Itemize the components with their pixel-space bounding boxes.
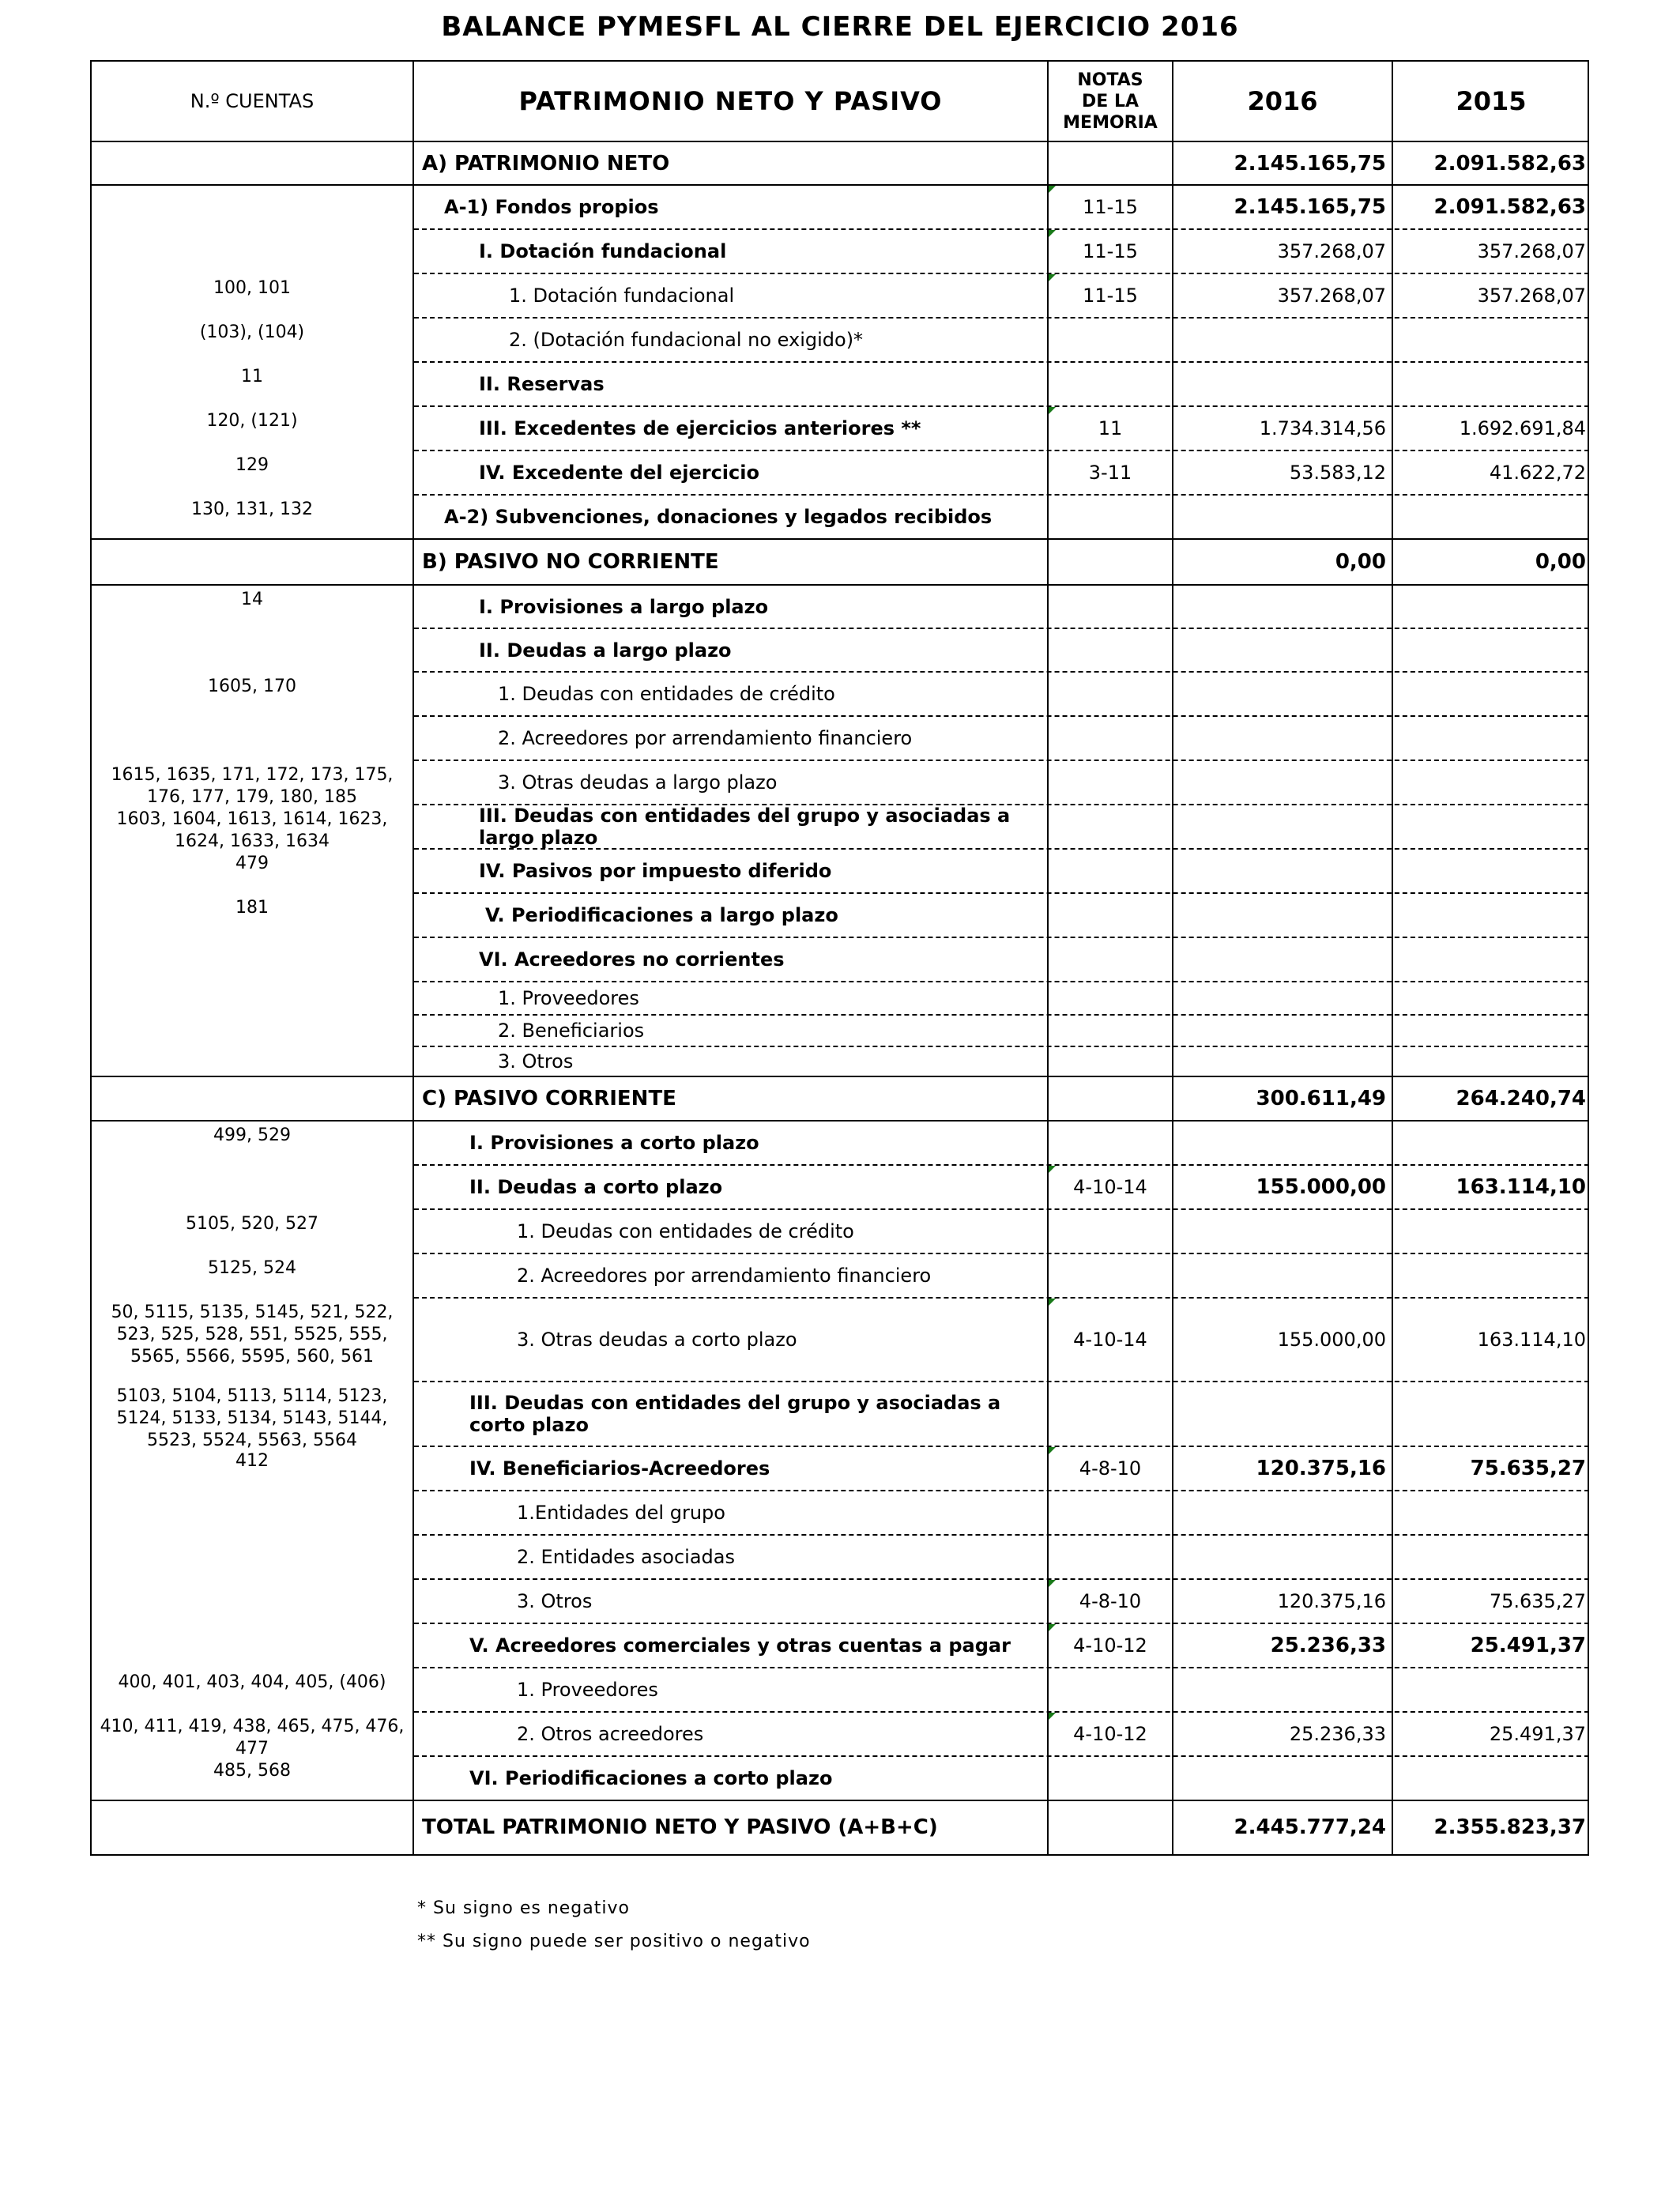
row-description: III. Deudas con entidades del grupo y asociadas a largo plazo	[479, 805, 1011, 849]
table-row	[90, 1122, 1589, 1164]
value-2015	[1394, 363, 1586, 405]
account-numbers: (103), (104)	[199, 322, 305, 342]
value-2016: 120.375,16	[1256, 1457, 1386, 1480]
row-description: 3. Otros	[498, 1050, 574, 1072]
table-row	[90, 1447, 1589, 1490]
row-description: 1. Proveedores	[517, 1679, 658, 1701]
value-2016	[1174, 1491, 1386, 1534]
value-2016	[1174, 1016, 1386, 1046]
memoria-note	[1048, 363, 1173, 405]
row-description: 2. (Dotación fundacional no exigido)*	[509, 329, 864, 351]
memoria-note: 4-10-14	[1073, 1329, 1147, 1351]
account-numbers: 129	[235, 455, 269, 475]
value-2016: 155.000,00	[1277, 1329, 1386, 1351]
header-2016: 2016	[1247, 86, 1318, 116]
memoria-note: 4-8-10	[1079, 1457, 1142, 1480]
row-description: I. Dotación fundacional	[479, 240, 727, 262]
row-description: 1. Deudas con entidades de crédito	[498, 683, 835, 705]
comment-indicator-icon	[1049, 230, 1056, 237]
value-2015: 25.491,37	[1489, 1723, 1586, 1745]
value-2015: 2.355.823,37	[1433, 1815, 1586, 1839]
account-numbers	[90, 540, 414, 584]
memoria-note	[1048, 761, 1173, 804]
table-row	[90, 1668, 1589, 1711]
value-2015: 163.114,10	[1477, 1329, 1586, 1351]
value-2016: 1.734.314,56	[1259, 417, 1386, 439]
value-2015: 357.268,07	[1477, 240, 1586, 262]
comment-indicator-icon	[1049, 1166, 1056, 1173]
value-2015: 2.091.582,63	[1433, 151, 1586, 175]
value-2015: 41.622,72	[1489, 462, 1586, 484]
value-2016: 2.445.777,24	[1234, 1815, 1386, 1839]
row-description: 3. Otros	[517, 1590, 593, 1612]
row-description: III. Excedentes de ejercicios anteriores **	[479, 417, 921, 439]
value-2015	[1394, 805, 1586, 848]
value-2015	[1394, 319, 1586, 361]
row-description: 3. Otras deudas a corto plazo	[517, 1329, 797, 1351]
row-description: A) PATRIMONIO NETO	[422, 151, 670, 175]
row-description: I. Provisiones a largo plazo	[479, 595, 769, 618]
row-description: 1. Dotación fundacional	[509, 285, 735, 307]
footnote: * Su signo es negativo	[417, 1898, 630, 1918]
table-row	[90, 1491, 1589, 1534]
value-2015	[1394, 496, 1586, 538]
account-numbers	[90, 1491, 414, 1534]
value-2015	[1394, 1757, 1586, 1800]
row-description: II. Reservas	[479, 373, 605, 395]
memoria-note: 4-10-12	[1073, 1634, 1147, 1657]
row-description: 1. Proveedores	[498, 987, 639, 1009]
value-2015	[1394, 1382, 1586, 1446]
memoria-note	[1048, 142, 1173, 184]
table-row	[90, 1757, 1589, 1800]
table-row	[90, 982, 1589, 1014]
table-row	[90, 1801, 1589, 1853]
memoria-note	[1048, 586, 1173, 628]
table-row	[90, 761, 1589, 807]
memoria-note	[1048, 1536, 1173, 1578]
table-row	[90, 938, 1589, 981]
value-2015	[1394, 717, 1586, 760]
memoria-note: 11-15	[1083, 285, 1138, 307]
row-description: I. Provisiones a corto plazo	[469, 1132, 759, 1154]
value-2015: 75.635,27	[1489, 1590, 1586, 1612]
header-notas-line: MEMORIA	[1063, 112, 1158, 133]
value-2016	[1174, 363, 1386, 405]
account-numbers: 5103, 5104, 5113, 5114, 5123, 5124, 5133, 5134, 5143, 5144, 5523, 5524, 5563, 5564	[116, 1386, 388, 1450]
account-numbers	[90, 1166, 414, 1208]
row-description: 1. Deudas con entidades de crédito	[517, 1220, 854, 1242]
table-row	[90, 230, 1589, 273]
table-row	[90, 1299, 1589, 1381]
memoria-note	[1048, 629, 1173, 671]
value-2015: 357.268,07	[1477, 285, 1586, 307]
table-row	[90, 319, 1589, 361]
table-row	[90, 363, 1589, 405]
value-2016	[1174, 673, 1386, 715]
table-row	[90, 186, 1589, 228]
value-2016: 357.268,07	[1277, 240, 1386, 262]
value-2015	[1394, 1668, 1586, 1711]
memoria-note	[1048, 673, 1173, 715]
value-2015: 0,00	[1535, 550, 1586, 574]
memoria-note	[1048, 1801, 1173, 1853]
memoria-note	[1048, 1757, 1173, 1800]
value-2015	[1394, 761, 1586, 804]
value-2016	[1174, 1757, 1386, 1800]
row-description: 2. Acreedores por arrendamiento financiero	[517, 1265, 932, 1287]
value-2015	[1394, 1254, 1586, 1297]
comment-indicator-icon	[1049, 1447, 1056, 1454]
row-description: VI. Acreedores no corrientes	[479, 948, 785, 971]
account-numbers: 1603, 1604, 1613, 1614, 1623, 1624, 1633, 1634	[116, 809, 388, 851]
account-numbers	[90, 1016, 414, 1046]
table-row	[90, 1713, 1589, 1759]
account-numbers	[90, 142, 414, 184]
comment-indicator-icon	[1049, 1299, 1056, 1306]
memoria-note	[1048, 319, 1173, 361]
memoria-note	[1048, 496, 1173, 538]
value-2016	[1174, 717, 1386, 760]
value-2016: 25.236,33	[1270, 1634, 1386, 1657]
row-description: A-2) Subvenciones, donaciones y legados recibidos	[444, 506, 993, 528]
value-2016	[1174, 1382, 1386, 1446]
account-numbers: 100, 101	[213, 278, 291, 298]
value-2016	[1174, 1210, 1386, 1253]
header-2015: 2015	[1456, 86, 1527, 116]
memoria-note: 4-10-12	[1073, 1723, 1147, 1745]
value-2016: 2.145.165,75	[1234, 151, 1386, 175]
memoria-note	[1048, 1047, 1173, 1076]
value-2016: 300.611,49	[1256, 1087, 1386, 1110]
row-description: TOTAL PATRIMONIO NETO Y PASIVO (A+B+C)	[422, 1815, 938, 1839]
value-2015: 25.491,37	[1470, 1634, 1586, 1657]
value-2015	[1394, 982, 1586, 1014]
row-description: V. Periodificaciones a largo plazo	[485, 904, 838, 926]
value-2016	[1174, 894, 1386, 937]
value-2016: 2.145.165,75	[1234, 195, 1386, 219]
table-row	[90, 805, 1589, 851]
value-2016	[1174, 1254, 1386, 1297]
row-description: IV. Excedente del ejercicio	[479, 462, 759, 484]
table-row	[90, 1210, 1589, 1253]
memoria-note	[1048, 1491, 1173, 1534]
table-row	[90, 673, 1589, 715]
account-numbers: 130, 131, 132	[191, 499, 313, 519]
memoria-note: 4-10-14	[1073, 1176, 1147, 1198]
memoria-note	[1048, 938, 1173, 981]
comment-indicator-icon	[1049, 407, 1056, 414]
value-2015	[1394, 673, 1586, 715]
table-row	[90, 629, 1589, 671]
memoria-note	[1048, 1254, 1173, 1297]
comment-indicator-icon	[1049, 274, 1056, 281]
memoria-note: 11	[1098, 417, 1123, 439]
value-2015	[1394, 1536, 1586, 1578]
value-2015	[1394, 629, 1586, 671]
value-2016	[1174, 586, 1386, 628]
table-row	[90, 894, 1589, 937]
table-row	[90, 586, 1589, 628]
memoria-note	[1048, 982, 1173, 1014]
table-row	[90, 1166, 1589, 1208]
value-2016	[1174, 1668, 1386, 1711]
account-numbers: 485, 568	[213, 1761, 291, 1781]
header-notas-line: DE LA	[1082, 91, 1139, 111]
value-2016: 120.375,16	[1277, 1590, 1386, 1612]
memoria-note: 11-15	[1083, 196, 1138, 218]
account-numbers	[90, 629, 414, 671]
table-row	[90, 496, 1589, 538]
value-2015	[1394, 894, 1586, 937]
row-description: B) PASIVO NO CORRIENTE	[422, 550, 719, 574]
memoria-note	[1048, 1668, 1173, 1711]
value-2015	[1394, 586, 1586, 628]
account-numbers: 5105, 520, 527	[186, 1214, 318, 1234]
memoria-note	[1048, 1210, 1173, 1253]
value-2016	[1174, 629, 1386, 671]
table-row	[90, 407, 1589, 450]
value-2016	[1174, 805, 1386, 848]
value-2016: 0,00	[1335, 550, 1386, 574]
account-numbers: 479	[235, 854, 269, 873]
value-2015	[1394, 850, 1586, 892]
row-description: 2. Acreedores por arrendamiento financiero	[498, 727, 913, 749]
value-2016: 25.236,33	[1289, 1723, 1386, 1745]
account-numbers	[90, 938, 414, 981]
account-numbers: 5125, 524	[208, 1258, 296, 1278]
account-numbers	[90, 1047, 414, 1076]
account-numbers: 14	[241, 590, 263, 609]
value-2015	[1394, 1016, 1586, 1046]
table-row	[90, 1047, 1589, 1076]
row-description: 2. Otros acreedores	[517, 1723, 704, 1745]
account-numbers: 1605, 170	[208, 677, 296, 696]
account-numbers: 410, 411, 419, 438, 465, 475, 476, 477	[100, 1717, 405, 1759]
memoria-note	[1048, 1122, 1173, 1164]
memoria-note: 4-8-10	[1079, 1590, 1142, 1612]
table-row	[90, 1382, 1589, 1450]
table-row	[90, 1254, 1589, 1297]
row-description: IV. Pasivos por impuesto diferido	[479, 860, 832, 882]
header-notas-line: NOTAS	[1077, 70, 1143, 90]
header-notas	[1049, 62, 1172, 141]
value-2016	[1174, 938, 1386, 981]
row-description: III. Deudas con entidades del grupo y asociadas a corto plazo	[469, 1392, 1001, 1436]
value-2016	[1174, 1536, 1386, 1578]
row-description: IV. Beneficiarios-Acreedores	[469, 1457, 770, 1480]
comment-indicator-icon	[1049, 1713, 1056, 1720]
page-title: BALANCE PYMESFL AL CIERRE DEL EJERCICIO 2016	[441, 11, 1239, 43]
account-numbers	[90, 1580, 414, 1623]
row-description: 2. Entidades asociadas	[517, 1546, 735, 1568]
row-description: 1.Entidades del grupo	[517, 1502, 725, 1524]
comment-indicator-icon	[1049, 186, 1056, 193]
account-numbers	[90, 1077, 414, 1120]
value-2016	[1174, 1122, 1386, 1164]
table-row	[90, 274, 1589, 317]
value-2016: 155.000,00	[1256, 1175, 1386, 1199]
account-numbers: 400, 401, 403, 404, 405, (406)	[118, 1672, 386, 1692]
account-numbers: 11	[241, 367, 263, 386]
value-2015	[1394, 938, 1586, 981]
table-row	[90, 850, 1589, 892]
memoria-note: 3-11	[1088, 462, 1132, 484]
table-row	[90, 1536, 1589, 1578]
value-2016	[1174, 982, 1386, 1014]
header-cuentas: N.º CUENTAS	[190, 90, 315, 112]
row-description: V. Acreedores comerciales y otras cuentas a pagar	[469, 1634, 1011, 1657]
value-2016	[1174, 1047, 1386, 1076]
row-description: 3. Otras deudas a largo plazo	[498, 771, 778, 794]
table-row	[90, 1077, 1589, 1120]
table-row	[90, 1016, 1589, 1046]
account-numbers	[90, 982, 414, 1014]
memoria-note	[1048, 717, 1173, 760]
header-concepto: PATRIMONIO NETO Y PASIVO	[518, 86, 943, 116]
memoria-note	[1048, 894, 1173, 937]
memoria-note	[1048, 1077, 1173, 1120]
value-2015	[1394, 1122, 1586, 1164]
memoria-note	[1048, 1382, 1173, 1446]
value-2015	[1394, 1210, 1586, 1253]
row-description: II. Deudas a corto plazo	[469, 1176, 723, 1198]
value-2016: 357.268,07	[1277, 285, 1386, 307]
table-row	[90, 1624, 1589, 1667]
footnote: ** Su signo puede ser positivo o negativo	[417, 1932, 811, 1951]
memoria-note	[1048, 850, 1173, 892]
value-2015: 264.240,74	[1456, 1087, 1586, 1110]
table-row	[90, 1580, 1589, 1623]
memoria-note	[1048, 805, 1173, 848]
memoria-note: 11-15	[1083, 240, 1138, 262]
comment-indicator-icon	[1049, 1580, 1056, 1587]
account-numbers: 50, 5115, 5135, 5145, 521, 522, 523, 525, 528, 551, 5525, 555, 5565, 5566, 5595, 560, 561	[111, 1302, 394, 1367]
value-2015: 163.114,10	[1456, 1175, 1586, 1199]
comment-indicator-icon	[1049, 1624, 1056, 1631]
table-row	[90, 717, 1589, 760]
value-2015: 1.692.691,84	[1459, 417, 1586, 439]
table-row	[90, 451, 1589, 494]
value-2016	[1174, 496, 1386, 538]
row-description: 2. Beneficiarios	[498, 1020, 645, 1042]
memoria-note	[1048, 540, 1173, 584]
account-numbers	[90, 1536, 414, 1578]
account-numbers	[90, 1624, 414, 1667]
memoria-note	[1048, 1016, 1173, 1046]
row-description: II. Deudas a largo plazo	[479, 639, 732, 662]
account-numbers: 412	[235, 1451, 269, 1471]
account-numbers	[90, 717, 414, 760]
value-2015: 75.635,27	[1470, 1457, 1586, 1480]
value-2015	[1394, 1047, 1586, 1076]
table-row	[90, 540, 1589, 584]
value-2015: 2.091.582,63	[1433, 195, 1586, 219]
row-description: A-1) Fondos propios	[444, 196, 659, 218]
value-2015	[1394, 1491, 1586, 1534]
value-2016: 53.583,12	[1289, 462, 1386, 484]
value-2016	[1174, 319, 1386, 361]
account-numbers: 499, 529	[213, 1125, 291, 1145]
row-description: VI. Periodificaciones a corto plazo	[469, 1767, 833, 1789]
row-description: C) PASIVO CORRIENTE	[422, 1087, 676, 1110]
table-row	[90, 142, 1589, 184]
value-2016	[1174, 850, 1386, 892]
account-numbers: 181	[235, 898, 269, 918]
account-numbers	[90, 186, 414, 228]
account-numbers: 120, (121)	[206, 411, 298, 431]
account-numbers	[90, 1801, 414, 1853]
account-numbers: 1615, 1635, 171, 172, 173, 175, 176, 177, 179, 180, 185	[111, 765, 394, 807]
value-2016	[1174, 761, 1386, 804]
account-numbers	[90, 230, 414, 273]
